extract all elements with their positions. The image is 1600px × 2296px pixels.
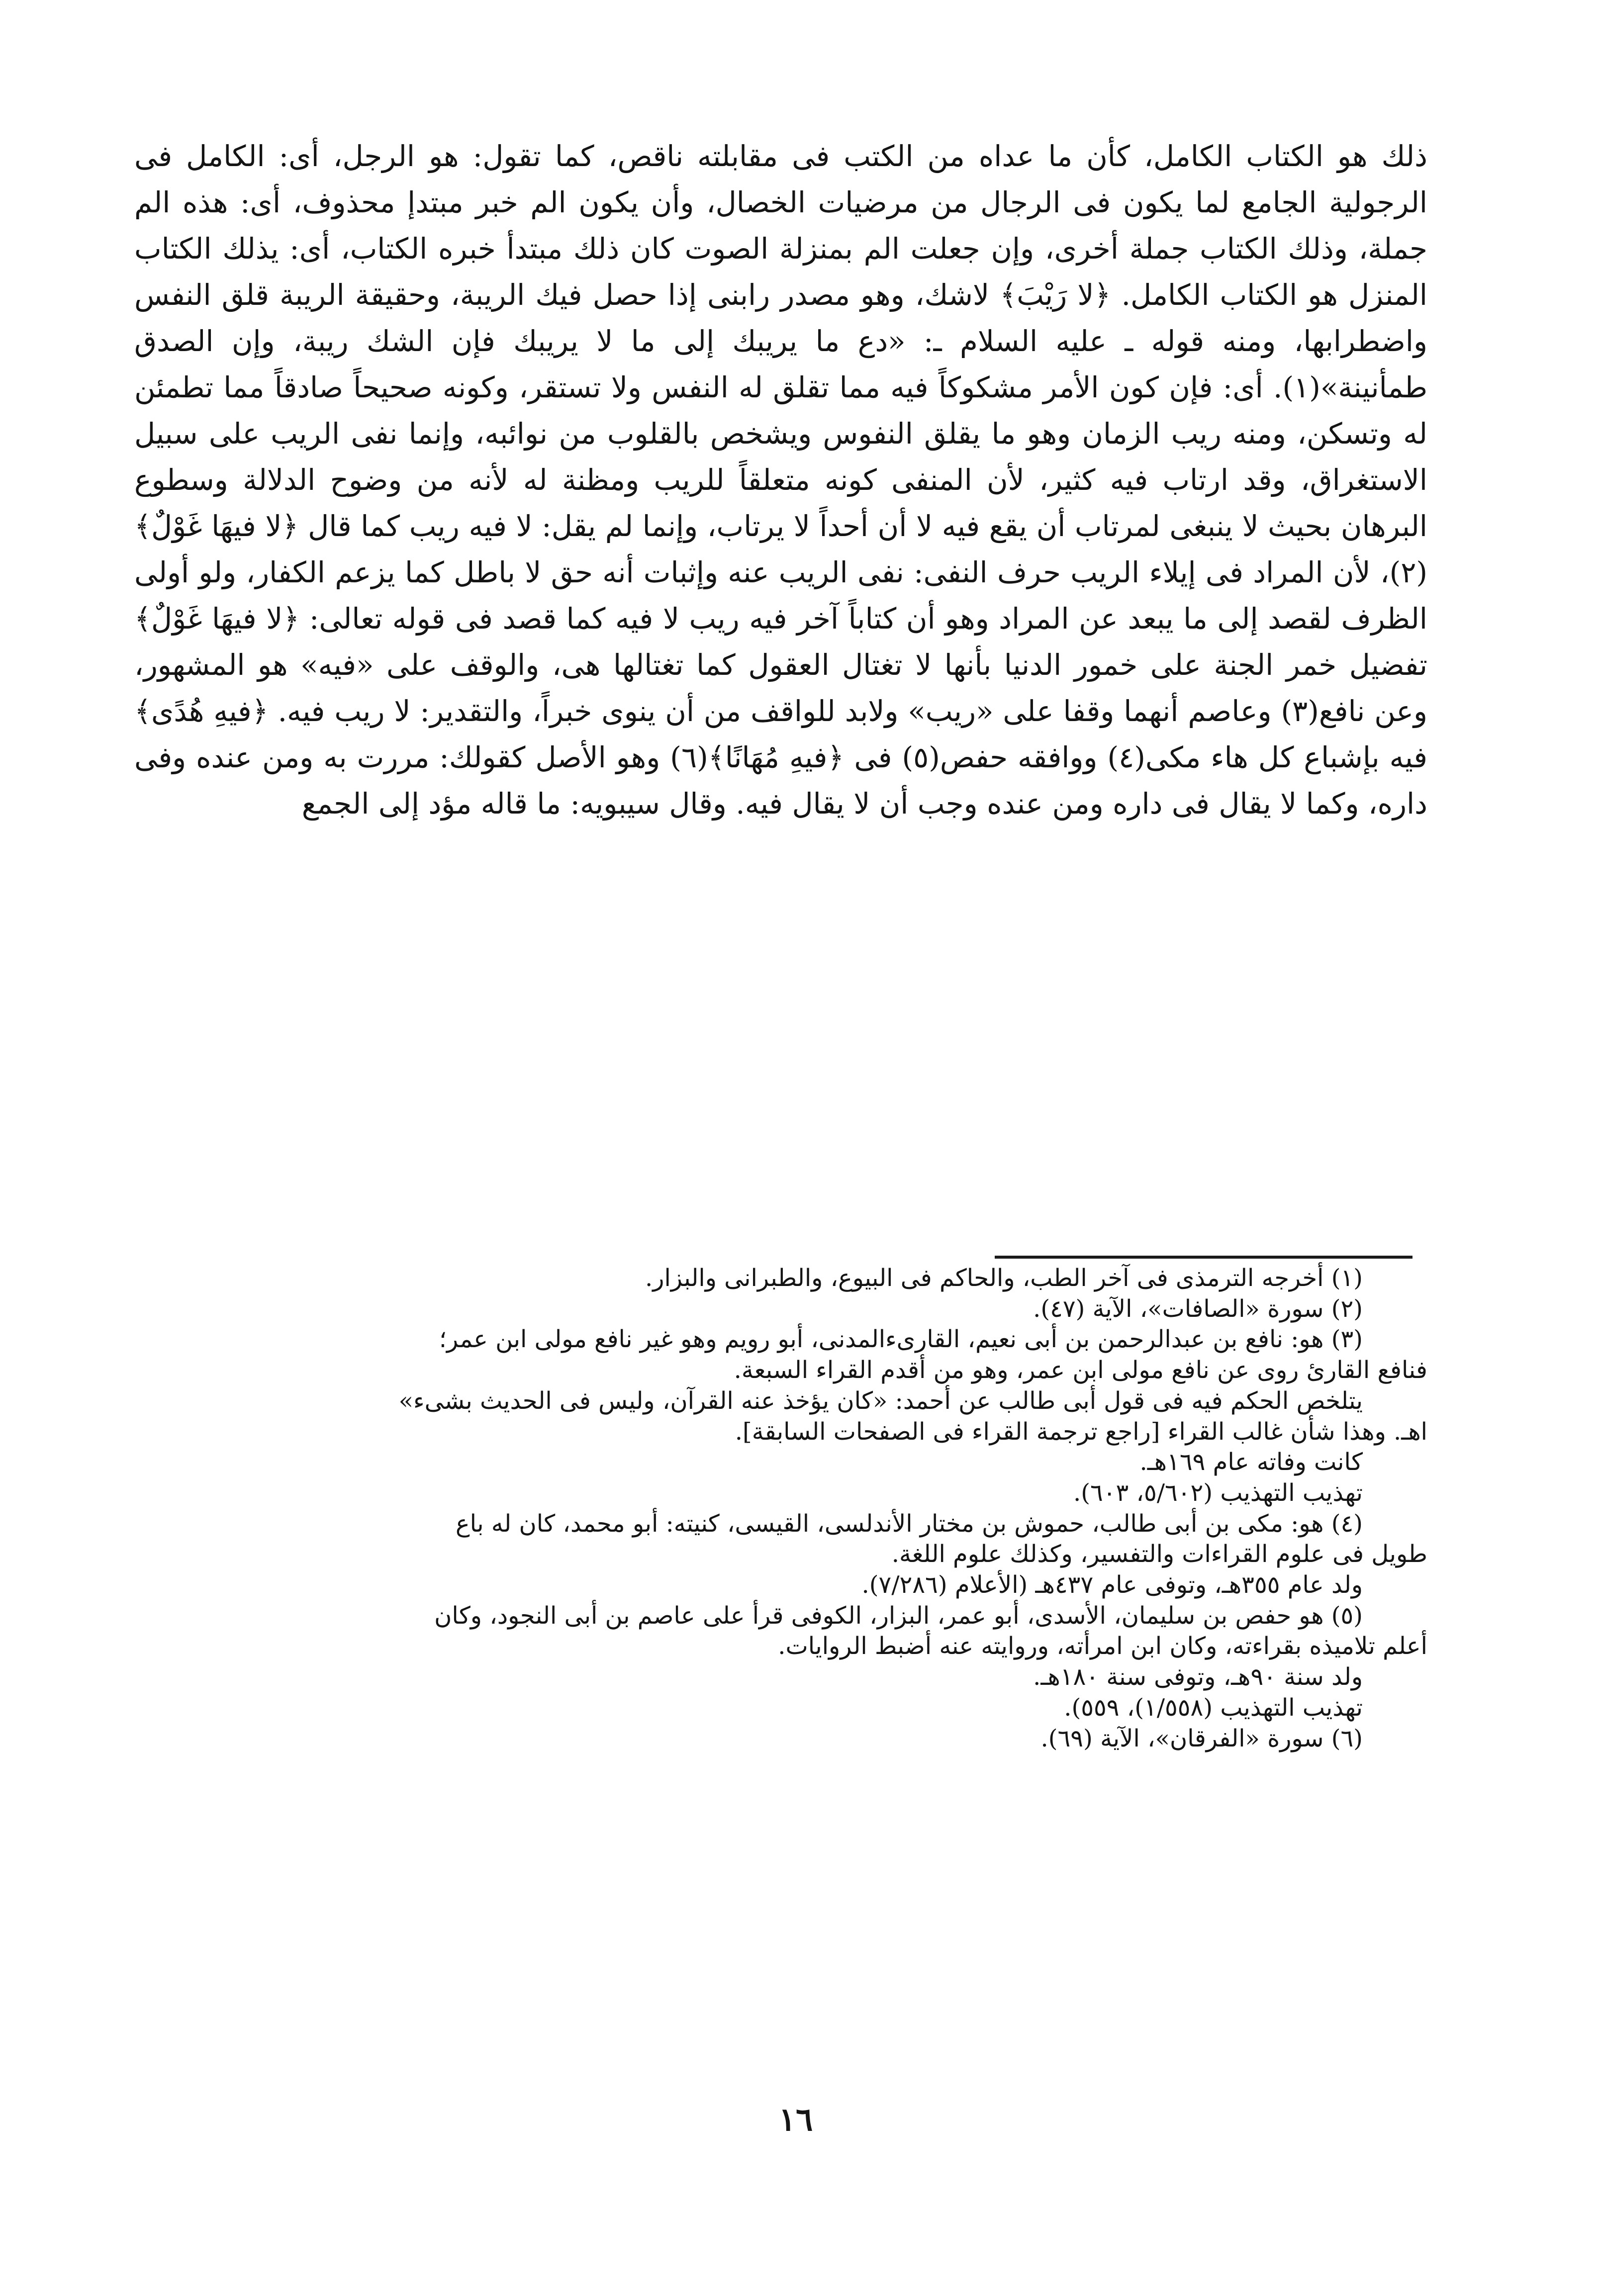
footnote-2: (٢) سورة «الصافات»، الآية (٤٧). (1033, 1294, 1363, 1323)
footnote-separator (995, 1256, 1412, 1259)
footnote-3-continued: فنافع القارئ روى عن نافع مولى ابن عمر، وهو من أقدم القراء السبعة. (734, 1356, 1427, 1384)
body-paragraph: ذلك هو الكتاب الكامل، كأن ما عداه من الكتب فى مقابلته ناقص، كما تقول: هو الرجل، أى: الكامل فى الرجولية الجامع لما يكون فى الرجال من مرضيات الخصال، وأن يكون الم خبر مبتدإ محذوف، أى: هذه الم جملة، وذلك الكتاب جملة أخرى، وإن جعلت الم بمنزلة الصوت كان ذلك مبتدأ خبره الكتاب، أى: يذلك الكتاب المنزل هو الكتاب الكامل. ﴿لا رَيْبَ﴾ لاشك، وهو مصدر رابنى إذا حصل فيك الريبة، وحقيقة الريبة قلق النفس واضطرابها، ومنه قوله ـ عليه السلام ـ: «دع ما يريبك إلى ما لا يريبك فإن الشك ريبة، وإن الصدق طمأنينة»(١). أى: فإن كون الأمر مشكوكاً فيه مما تقلق له النفس ولا تستقر، وكونه صحيحاً صادقاً مما تطمئن له وتسكن، ومنه ريب الزمان وهو ما يقلق النفوس ويشخص بالقلوب من نوائبه، وإنما نفى الريب على سبيل الاستغراق، وقد ارتاب فيه كثير، لأن المنفى كونه متعلقاً للريب ومظنة له لأنه من وضوح الدلالة وسطوع البرهان بحيث لا ينبغى لمرتاب أن يقع فيه لا أن أحداً لا يرتاب، وإنما لم يقل: لا فيه ريب كما قال ﴿لا فيهَا غَوْلٌ﴾(٢)، لأن المراد فى إيلاء الريب حرف النفى: نفى الريب عنه وإثبات أنه حق لا باطل كما يزعم الكفار، ولو أولى الظرف لقصد إلى ما يبعد عن المراد وهو أن كتاباً آخر فيه ريب لا فيه كما قصد فى قوله تعالى: ﴿لا فيهَا غَوْلٌ﴾ تفضيل خمر الجنة على خمور الدنيا بأنها لا تغتال العقول كما تغتالها هى، والوقف على «فيه» هو المشهور، وعن نافع(٣) وعاصم أنهما وقفا على «ريب» ولابد للواقف من أن ينوى خبراً، والتقدير: لا ريب فيه. ﴿فيهِ هُدًى﴾ فيه بإشباع كل هاء مكى(٤) ووافقه حفص(٥) فى ﴿فيهِ مُهَانًا﴾(٦) وهو الأصل كقولك: مررت به ومن عنده وفى داره، وكما لا يقال فى داره ومن عنده وجب أن لا يقال فيه. وقال سيبويه: ما قاله مؤد إلى الجمع (134, 139, 1428, 821)
footnote-4-dates: ولد عام ٣٥٥هـ، وتوفى عام ٤٣٧هـ (الأعلام (٧/٢٨٦). (861, 1571, 1363, 1599)
footnote-5-dates: ولد سنة ٩٠هـ، وتوفى سنة ١٨٠هـ. (1033, 1663, 1363, 1691)
footnote-1: (١) أخرجه الترمذى فى آخر الطب، والحاكم فى البيوع، والطبرانى والبزار. (645, 1264, 1363, 1292)
page-number: ١٦ (778, 2101, 813, 2138)
footnote-4-continued: طويل فى علوم القراءات والتفسير، وكذلك علوم اللغة. (891, 1540, 1427, 1568)
footnote-3-death: كانت وفاته عام ١٦٩هـ. (1139, 1448, 1363, 1476)
footnote-3-source: تهذيب التهذيب (٥/٦٠٢، ٦٠٣). (1073, 1478, 1363, 1507)
footnote-5-source: تهذيب التهذيب (١/٥٥٨)، ٥٥٩). (1064, 1693, 1363, 1722)
footnote-5: (٥) هو حفص بن سليمان، الأسدى، أبو عمر، البزار، الكوفى قرأ على عاصم بن أبى النجود، وكان (434, 1601, 1363, 1630)
footnote-4: (٤) هو: مكى بن أبى طالب، حموش بن مختار الأندلسى، القيسى، كنيته: أبو محمد، كان له باع (455, 1509, 1363, 1538)
footnotes-list (134, 1263, 1427, 1754)
footnote-3: (٣) هو: نافع بن عبدالرحمن بن أبى نعيم، القارىءالمدنى، أبو رويم وهو غير نافع مولى ابن عمر؛ (439, 1325, 1363, 1354)
footnote-5-continued: أعلم تلاميذه بقراءته، وكان ابن امرأته، وروايته عنه أضبط الروايات. (778, 1632, 1427, 1660)
footnote-6: (٦) سورة «الفرقان»، الآية (٦٩). (1040, 1724, 1363, 1752)
main-text-block (134, 133, 1427, 827)
footnote-3-ruling: يتلخص الحكم فيه فى قول أبى طالب عن أحمد: «كان يؤخذ عنه القرآن، وليس فى الحديث بشىء» (398, 1386, 1363, 1415)
footnote-3-ruling-continued: اهـ. وهذا شأن غالب القراء [راجع ترجمة القراء فى الصفحات السابقة]. (735, 1417, 1427, 1446)
